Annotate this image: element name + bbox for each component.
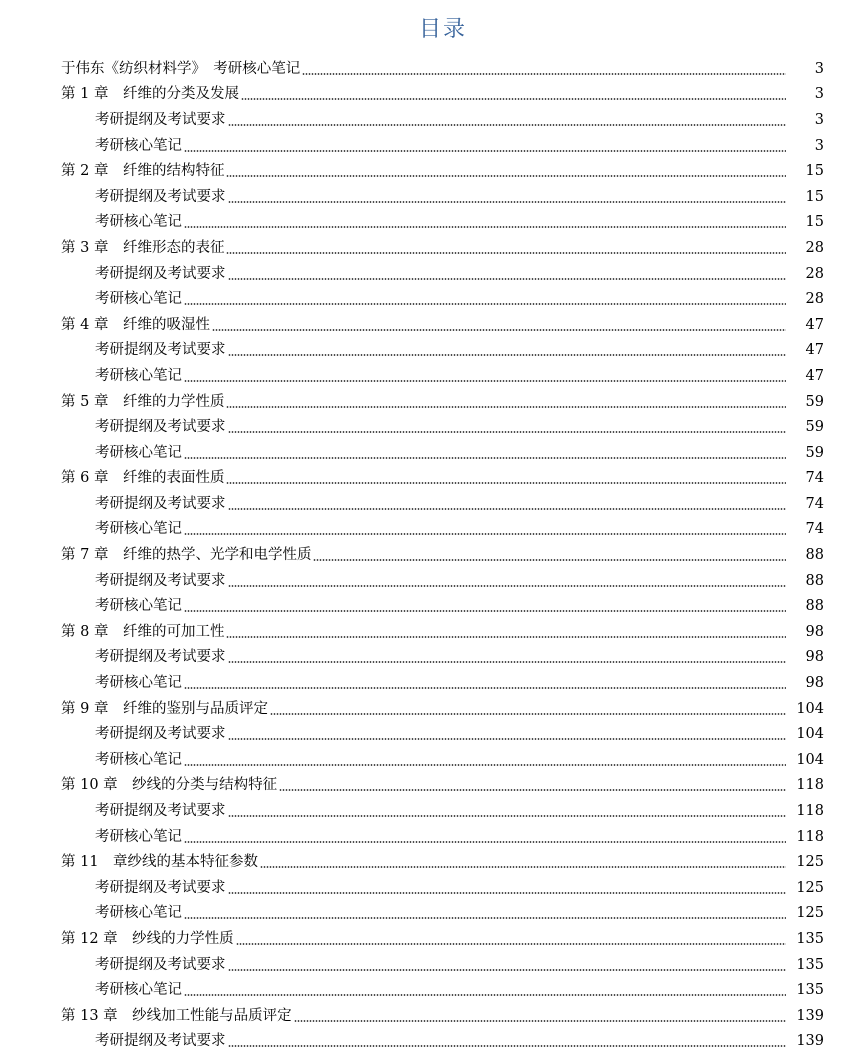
dot-leader <box>184 302 786 306</box>
toc-entry-section[interactable] <box>0 286 866 312</box>
toc-entry-chapter[interactable] <box>0 312 866 338</box>
dot-leader <box>294 1019 786 1023</box>
toc-entry-page-number: 98 <box>805 623 824 640</box>
toc-entry-label: 考研提纲及考试要求 <box>95 649 226 666</box>
dot-leader <box>184 916 786 920</box>
dot-leader <box>184 840 786 844</box>
dot-leader <box>226 251 786 255</box>
toc-entry-label: 第 13 章 纱线加工性能与品质评定 <box>61 1007 292 1024</box>
dot-leader <box>184 609 786 613</box>
toc-entry-page-number: 118 <box>796 828 824 845</box>
dot-leader <box>228 968 787 972</box>
toc-entry-chapter[interactable] <box>0 926 866 952</box>
toc-entry-label: 考研核心笔记 <box>95 137 182 154</box>
toc-entry-page-number: 47 <box>805 316 824 333</box>
toc-entry-label: 考研提纲及考试要求 <box>95 495 226 512</box>
toc-entry-page-number: 98 <box>805 675 824 692</box>
toc-entry-page-number: 74 <box>805 521 824 538</box>
toc-entry-label: 考研提纲及考试要求 <box>95 726 226 743</box>
toc-entry-label: 第 4 章 纤维的吸湿性 <box>61 316 210 333</box>
toc-entry-label: 考研核心笔记 <box>95 751 182 768</box>
toc-entry-page-number: 135 <box>796 956 824 973</box>
toc-entry-label: 于伟东《纺织材料学》 考研核心笔记 <box>61 60 301 77</box>
toc-entry-label: 考研提纲及考试要求 <box>95 879 226 896</box>
toc-entry-page-number: 104 <box>796 700 824 717</box>
toc-entry-chapter[interactable] <box>0 619 866 645</box>
toc-entry-page-number: 59 <box>805 444 824 461</box>
dot-leader <box>228 891 787 895</box>
toc-entry-page-number: 3 <box>814 111 824 128</box>
toc-entry-label: 第 1 章 纤维的分类及发展 <box>61 86 239 103</box>
dot-leader <box>184 532 786 536</box>
toc-entry-chapter[interactable] <box>0 542 866 568</box>
toc-entry-section[interactable] <box>0 721 866 747</box>
toc-entry-section[interactable] <box>0 414 866 440</box>
toc-entry-page-number: 125 <box>796 879 824 896</box>
toc-entry-section[interactable] <box>0 670 866 696</box>
toc-entry-page-number: 28 <box>805 265 824 282</box>
toc-entry-page-number: 125 <box>796 854 824 871</box>
table-of-contents <box>0 56 866 1054</box>
toc-entry-label: 第 5 章 纤维的力学性质 <box>61 393 225 410</box>
toc-entry-page-number: 118 <box>796 777 824 794</box>
toc-entry-page-number: 28 <box>805 291 824 308</box>
toc-entry-label: 考研核心笔记 <box>95 444 182 461</box>
toc-entry-label: 考研提纲及考试要求 <box>95 572 226 589</box>
dot-leader <box>313 558 786 562</box>
toc-entry-label: 考研提纲及考试要求 <box>95 111 226 128</box>
toc-entry-chapter[interactable] <box>0 389 866 415</box>
toc-entry-label: 第 9 章 纤维的鉴别与品质评定 <box>61 700 268 717</box>
toc-entry-chapter[interactable] <box>0 773 866 799</box>
dot-leader <box>260 865 786 869</box>
dot-leader <box>302 72 786 76</box>
toc-entry-chapter[interactable] <box>0 466 866 492</box>
toc-entry-label: 考研核心笔记 <box>95 521 182 538</box>
toc-entry-section[interactable] <box>0 645 866 671</box>
toc-entry-page-number: 125 <box>796 905 824 922</box>
toc-entry-label: 考研核心笔记 <box>95 905 182 922</box>
toc-entry-chapter[interactable] <box>0 158 866 184</box>
toc-entry-section[interactable] <box>0 133 866 159</box>
toc-entry-section[interactable] <box>0 184 866 210</box>
dot-leader <box>228 123 787 127</box>
toc-entry-label: 考研提纲及考试要求 <box>95 342 226 359</box>
toc-entry-chapter[interactable] <box>0 56 866 82</box>
toc-entry-page-number: 88 <box>805 547 824 564</box>
toc-entry-label: 考研提纲及考试要求 <box>95 803 226 820</box>
dot-leader <box>226 174 786 178</box>
dot-leader <box>228 1044 787 1048</box>
toc-entry-label: 考研提纲及考试要求 <box>95 265 226 282</box>
toc-entry-page-number: 139 <box>796 1007 824 1024</box>
toc-entry-page-number: 47 <box>805 367 824 384</box>
dot-leader <box>228 814 787 818</box>
toc-entry-chapter[interactable] <box>0 82 866 108</box>
toc-entry-page-number: 3 <box>814 60 824 77</box>
toc-entry-section[interactable] <box>0 875 866 901</box>
toc-entry-section[interactable] <box>0 952 866 978</box>
toc-entry-section[interactable] <box>0 338 866 364</box>
toc-entry-section[interactable] <box>0 440 866 466</box>
toc-entry-section[interactable] <box>0 210 866 236</box>
toc-entry-label: 第 12 章 纱线的力学性质 <box>61 930 234 947</box>
toc-entry-section[interactable] <box>0 517 866 543</box>
dot-leader <box>228 737 787 741</box>
toc-entry-page-number: 15 <box>805 214 824 231</box>
toc-entry-page-number: 118 <box>796 803 824 820</box>
toc-entry-label: 考研核心笔记 <box>95 214 182 231</box>
toc-entry-page-number: 104 <box>796 751 824 768</box>
toc-entry-page-number: 59 <box>805 419 824 436</box>
dot-leader <box>184 379 786 383</box>
dot-leader <box>228 660 787 664</box>
dot-leader <box>228 353 787 357</box>
toc-entry-page-number: 74 <box>805 495 824 512</box>
page-title: 目录 <box>418 17 467 42</box>
dot-leader <box>184 686 786 690</box>
toc-entry-label: 考研核心笔记 <box>95 675 182 692</box>
toc-entry-page-number: 98 <box>805 649 824 666</box>
toc-entry-label: 考研提纲及考试要求 <box>95 1033 226 1050</box>
toc-entry-page-number: 104 <box>796 726 824 743</box>
toc-entry-label: 第 7 章 纤维的热学、光学和电学性质 <box>61 547 312 564</box>
toc-entry-label: 第 10 章 纱线的分类与结构特征 <box>61 777 278 794</box>
toc-entry-page-number: 15 <box>805 163 824 180</box>
toc-entry-label: 考研核心笔记 <box>95 598 182 615</box>
dot-leader <box>184 225 786 229</box>
toc-entry-section[interactable] <box>0 593 866 619</box>
toc-entry-page-number: 3 <box>814 137 824 154</box>
toc-entry-label: 第 6 章 纤维的表面性质 <box>61 470 225 487</box>
dot-leader <box>241 97 786 101</box>
toc-entry-section[interactable] <box>0 491 866 517</box>
toc-entry-page-number: 139 <box>796 1033 824 1050</box>
toc-entry-page-number: 47 <box>805 342 824 359</box>
toc-entry-page-number: 59 <box>805 393 824 410</box>
toc-entry-page-number: 135 <box>796 930 824 947</box>
toc-entry-section[interactable] <box>0 1029 866 1055</box>
dot-leader <box>228 277 787 281</box>
toc-entry-label: 第 3 章 纤维形态的表征 <box>61 239 225 256</box>
dot-leader <box>236 942 786 946</box>
dot-leader <box>270 712 786 716</box>
toc-entry-section[interactable] <box>0 107 866 133</box>
toc-entry-page-number: 135 <box>796 982 824 999</box>
toc-entry-label: 考研核心笔记 <box>95 828 182 845</box>
toc-entry-section[interactable] <box>0 977 866 1003</box>
toc-entry-label: 第 2 章 纤维的结构特征 <box>61 163 225 180</box>
dot-leader <box>228 584 787 588</box>
toc-entry-chapter[interactable] <box>0 696 866 722</box>
toc-entry-section[interactable] <box>0 824 866 850</box>
toc-entry-label: 考研核心笔记 <box>95 982 182 999</box>
dot-leader <box>228 200 787 204</box>
dot-leader <box>228 507 787 511</box>
dot-leader <box>279 788 786 792</box>
toc-entry-section[interactable] <box>0 747 866 773</box>
toc-entry-chapter[interactable] <box>0 849 866 875</box>
toc-entry-label: 第 8 章 纤维的可加工性 <box>61 623 225 640</box>
dot-leader <box>184 993 786 997</box>
dot-leader <box>184 149 786 153</box>
toc-entry-section[interactable] <box>0 261 866 287</box>
toc-entry-page-number: 15 <box>805 188 824 205</box>
toc-entry-chapter[interactable] <box>0 235 866 261</box>
toc-entry-page-number: 74 <box>805 470 824 487</box>
toc-entry-label: 第 11 章纱线的基本特征参数 <box>61 854 259 871</box>
dot-leader <box>212 328 786 332</box>
toc-entry-page-number: 3 <box>814 86 824 103</box>
toc-entry-label: 考研核心笔记 <box>95 291 182 308</box>
dot-leader <box>184 456 786 460</box>
toc-entry-chapter[interactable] <box>0 1003 866 1029</box>
dot-leader <box>226 405 786 409</box>
dot-leader <box>226 481 786 485</box>
toc-entry-section[interactable] <box>0 363 866 389</box>
toc-entry-page-number: 88 <box>805 598 824 615</box>
dot-leader <box>226 635 786 639</box>
toc-entry-section[interactable] <box>0 901 866 927</box>
toc-entry-page-number: 88 <box>805 572 824 589</box>
dot-leader <box>228 430 787 434</box>
toc-entry-page-number: 28 <box>805 239 824 256</box>
toc-entry-section[interactable] <box>0 798 866 824</box>
toc-entry-label: 考研提纲及考试要求 <box>95 956 226 973</box>
dot-leader <box>184 763 786 767</box>
toc-entry-label: 考研核心笔记 <box>95 367 182 384</box>
toc-entry-label: 考研提纲及考试要求 <box>95 188 226 205</box>
toc-entry-label: 考研提纲及考试要求 <box>95 419 226 436</box>
toc-entry-section[interactable] <box>0 568 866 594</box>
